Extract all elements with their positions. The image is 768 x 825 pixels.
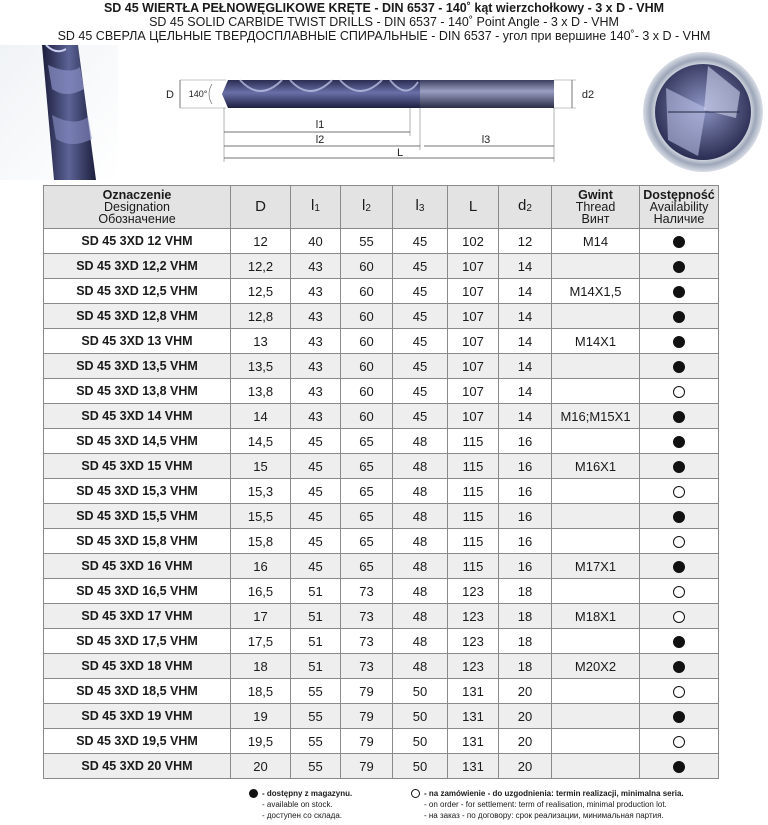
availability-ru: Наличие [653,212,705,226]
cell-l2: 60 [341,304,393,329]
cell-designation: SD 45 3XD 19 VHM [44,704,231,729]
cell-l1: 51 [291,604,341,629]
designation-en: Designation [103,200,170,214]
cell-designation: SD 45 3XD 12,5 VHM [44,279,231,304]
table-row [44,304,719,329]
cell-d: 20 [231,754,291,779]
cell-l1: 43 [291,404,341,429]
cell-L: 107 [448,304,499,329]
cell-l3: 48 [393,654,448,679]
in-stock-dot-icon [673,761,685,773]
cell-l2: 60 [341,354,393,379]
cell-l2: 73 [341,604,393,629]
cell-thread [552,254,640,279]
in-stock-dot-icon [673,411,685,423]
cell-availability [640,354,719,379]
cell-l1: 43 [291,254,341,279]
angle-label: 140° [188,89,208,99]
table-row [44,429,719,454]
designation-ru: Обозначение [98,212,176,226]
cell-availability [640,529,719,554]
cell-availability [640,229,719,254]
order-circle-icon [411,789,420,798]
in-stock-dot-icon [673,286,685,298]
cell-l1: 45 [291,429,341,454]
on-order-circle-icon [673,686,685,698]
on-order-circle-icon [673,611,685,623]
cell-l1: 45 [291,479,341,504]
cell-designation: SD 45 3XD 16,5 VHM [44,579,231,604]
col-d2 [499,186,552,229]
table-row [44,254,719,279]
dim-L-label: L [396,147,404,159]
cell-l2: 73 [341,629,393,654]
cell-l3: 48 [393,429,448,454]
cell-l2: 60 [341,379,393,404]
in-stock-dot-icon [673,436,685,448]
in-stock-dot-icon [673,636,685,648]
cell-L: 115 [448,479,499,504]
cell-thread [552,704,640,729]
legend-order-pl: - na zamówienie - do uzgodnienia: termin realizacji, minimalna seria. [424,789,684,798]
cell-thread: M16X1 [552,454,640,479]
col-d2-letter: d [518,196,527,214]
dim-l2-label: l2 [315,134,325,146]
cell-l3: 48 [393,604,448,629]
cell-availability [640,379,719,404]
cell-l1: 43 [291,329,341,354]
cell-L: 131 [448,679,499,704]
cell-designation: SD 45 3XD 17,5 VHM [44,629,231,654]
cell-L: 107 [448,379,499,404]
cell-thread [552,504,640,529]
in-stock-dot-icon [673,361,685,373]
table-row [44,504,719,529]
on-order-circle-icon [673,586,685,598]
cell-L: 131 [448,729,499,754]
cell-l1: 55 [291,679,341,704]
cell-l3: 45 [393,404,448,429]
cell-l2: 55 [341,229,393,254]
cell-thread: M14 [552,229,640,254]
in-stock-dot-icon [673,711,685,723]
cell-l1: 45 [291,529,341,554]
cell-designation: SD 45 3XD 17 VHM [44,604,231,629]
cell-availability [640,504,719,529]
cell-thread [552,479,640,504]
cell-l3: 48 [393,579,448,604]
drill-side-photo [0,45,118,180]
cell-designation: SD 45 3XD 13,5 VHM [44,354,231,379]
cell-designation: SD 45 3XD 14 VHM [44,404,231,429]
on-order-circle-icon [673,486,685,498]
legend-order-ru: - на заказ - по договору: срок реализации, минимальная партия. [424,811,664,820]
cell-l1: 45 [291,454,341,479]
title-english: SD 45 SOLID CARBIDE TWIST DRILLS - DIN 6537 - 140˚ Point Angle - 3 x D - VHM [149,15,619,29]
table-row [44,754,719,779]
cell-L: 131 [448,704,499,729]
cell-d2: 14 [499,254,552,279]
cell-d: 16,5 [231,579,291,604]
col-L: L [448,186,499,229]
cell-d2: 14 [499,304,552,329]
cell-L: 107 [448,279,499,304]
cell-d2: 12 [499,229,552,254]
col-l3-sub: 3 [418,202,425,214]
cell-l2: 79 [341,704,393,729]
cell-l1: 51 [291,579,341,604]
cell-thread: M20X2 [552,654,640,679]
cell-l1: 55 [291,729,341,754]
cell-availability [640,404,719,429]
on-order-circle-icon [673,536,685,548]
cell-availability [640,579,719,604]
table-row [44,454,719,479]
cell-l3: 48 [393,629,448,654]
in-stock-dot-icon [673,561,685,573]
cell-thread: M14X1,5 [552,279,640,304]
in-stock-dot-icon [673,511,685,523]
cell-availability [640,304,719,329]
thread-en: Thread [575,200,616,214]
cell-d: 17,5 [231,629,291,654]
cell-thread [552,754,640,779]
cell-L: 123 [448,629,499,654]
cell-l1: 45 [291,554,341,579]
cell-l1: 43 [291,279,341,304]
title-polish: SD 45 WIERTŁA PEŁNOWĘGLIKOWE KRĘTE - DIN 6537 - 140˚ kąt wierzchołkowy - 3 x D - VHM [103,1,665,15]
cell-designation: SD 45 3XD 12,8 VHM [44,304,231,329]
cell-availability [640,629,719,654]
cell-l2: 73 [341,654,393,679]
cell-designation: SD 45 3XD 20 VHM [44,754,231,779]
cell-l3: 50 [393,679,448,704]
cell-l3: 48 [393,529,448,554]
cell-thread [552,379,640,404]
cell-availability [640,329,719,354]
cell-l3: 48 [393,454,448,479]
cell-availability [640,554,719,579]
cell-l2: 65 [341,454,393,479]
dim-D-label: D [166,89,174,101]
cell-thread [552,679,640,704]
cell-thread: M14X1 [552,329,640,354]
cell-designation: SD 45 3XD 18,5 VHM [44,679,231,704]
cell-L: 107 [448,329,499,354]
col-l2-sub: 2 [365,202,371,214]
cell-availability [640,604,719,629]
cell-designation: SD 45 3XD 18 VHM [44,654,231,679]
dim-l3-label: l3 [481,134,491,146]
stock-dot-icon [249,789,258,798]
cell-l2: 73 [341,579,393,604]
availability-en: Availability [649,200,709,214]
cell-designation: SD 45 3XD 13 VHM [44,329,231,354]
table-row [44,579,719,604]
cell-d: 16 [231,554,291,579]
cell-availability [640,429,719,454]
cell-l2: 65 [341,429,393,454]
cell-l1: 43 [291,354,341,379]
col-thread [552,186,640,229]
cell-l2: 65 [341,554,393,579]
cell-l3: 50 [393,729,448,754]
cell-d2: 16 [499,554,552,579]
table-row [44,404,719,429]
cell-d2: 18 [499,579,552,604]
cell-d2: 16 [499,479,552,504]
cell-l1: 43 [291,379,341,404]
cell-l2: 79 [341,679,393,704]
cell-l3: 45 [393,304,448,329]
table-row [44,354,719,379]
thread-ru: Винт [581,212,610,226]
cell-d: 15 [231,454,291,479]
cell-d2: 18 [499,629,552,654]
in-stock-dot-icon [673,236,685,248]
cell-designation: SD 45 3XD 19,5 VHM [44,729,231,754]
cell-L: 115 [448,454,499,479]
cell-l2: 65 [341,529,393,554]
table-row [44,704,719,729]
table-row [44,529,719,554]
cell-l3: 45 [393,254,448,279]
cell-availability [640,479,719,504]
legend-stock-pl: - dostępny z magazynu. [262,789,353,798]
cell-d: 12,2 [231,254,291,279]
cell-L: 115 [448,554,499,579]
cell-l1: 40 [291,229,341,254]
cell-d: 15,8 [231,529,291,554]
cell-d2: 20 [499,704,552,729]
table-row [44,654,719,679]
cell-L: 107 [448,354,499,379]
cell-thread: M18X1 [552,604,640,629]
cell-d2: 14 [499,279,552,304]
cell-l2: 79 [341,729,393,754]
col-l2-letter: l [362,196,366,214]
cell-d2: 20 [499,679,552,704]
cell-d2: 14 [499,379,552,404]
cell-designation: SD 45 3XD 15,3 VHM [44,479,231,504]
table-row [44,679,719,704]
legend-order-en: - on order - for settlement: term of realisation, minimal production lot. [424,800,667,809]
cell-availability [640,679,719,704]
cell-d: 14 [231,404,291,429]
cell-d2: 14 [499,354,552,379]
legend-stock [262,788,352,821]
col-l2 [341,186,393,229]
cell-thread [552,579,640,604]
cell-l3: 50 [393,704,448,729]
in-stock-dot-icon [673,311,685,323]
cell-designation: SD 45 3XD 16 VHM [44,554,231,579]
in-stock-dot-icon [673,261,685,273]
cell-d: 12,8 [231,304,291,329]
cell-d: 12 [231,229,291,254]
col-l1-sub: 1 [314,202,320,214]
cell-l2: 79 [341,754,393,779]
cell-d2: 20 [499,754,552,779]
cell-availability [640,729,719,754]
cell-d2: 16 [499,504,552,529]
cell-availability [640,654,719,679]
cell-L: 107 [448,254,499,279]
cell-thread: M16;M15X1 [552,404,640,429]
cell-l3: 45 [393,354,448,379]
cell-availability [640,254,719,279]
cell-l3: 45 [393,279,448,304]
cell-l2: 60 [341,254,393,279]
cell-L: 123 [448,579,499,604]
table-row [44,329,719,354]
cell-l3: 50 [393,754,448,779]
cell-l2: 65 [341,479,393,504]
cell-d2: 14 [499,404,552,429]
cell-designation: SD 45 3XD 15,5 VHM [44,504,231,529]
table-row [44,554,719,579]
cell-d2: 20 [499,729,552,754]
cell-availability [640,454,719,479]
cell-d: 18,5 [231,679,291,704]
in-stock-dot-icon [673,661,685,673]
cell-d: 17 [231,604,291,629]
cell-thread [552,529,640,554]
cell-L: 115 [448,529,499,554]
cell-L: 115 [448,429,499,454]
cell-availability [640,704,719,729]
cell-thread [552,729,640,754]
cell-d: 19,5 [231,729,291,754]
cell-d2: 14 [499,329,552,354]
cell-l3: 48 [393,504,448,529]
cell-thread [552,304,640,329]
cell-d: 13,8 [231,379,291,404]
cell-d: 13,5 [231,354,291,379]
cell-l3: 45 [393,379,448,404]
cell-l1: 51 [291,629,341,654]
legend-stock-en: - available on stock. [262,800,333,809]
cell-d: 12,5 [231,279,291,304]
cell-d: 19 [231,704,291,729]
drill-tip-photo [638,48,768,178]
cell-d2: 18 [499,654,552,679]
cell-d2: 16 [499,529,552,554]
col-l3-letter: l [415,196,419,214]
cell-l1: 55 [291,754,341,779]
table-row [44,604,719,629]
in-stock-dot-icon [673,461,685,473]
cell-l2: 60 [341,279,393,304]
cell-thread [552,429,640,454]
cell-L: 115 [448,504,499,529]
legend-stock-ru: - доступен со склада. [262,811,342,820]
drill-spec-table [43,185,719,779]
col-designation [44,186,231,229]
table-row [44,379,719,404]
table-row [44,479,719,504]
title-russian: SD 45 СВЕРЛА ЦЕЛЬНЫЕ ТВЕРДОСПЛАВНЫЕ СПИРАЛЬНЫЕ - DIN 6537 - угол при вершине 140˚- 3 x D - VHM [57,29,711,43]
cell-l1: 43 [291,304,341,329]
col-d: D [231,186,291,229]
drill-dimension-drawing [160,62,610,182]
cell-l2: 60 [341,404,393,429]
availability-pl: Dostępność [643,188,715,202]
cell-thread [552,354,640,379]
cell-d: 15,5 [231,504,291,529]
cell-availability [640,279,719,304]
cell-l1: 45 [291,504,341,529]
cell-l2: 65 [341,504,393,529]
cell-d2: 18 [499,604,552,629]
col-availability [640,186,719,229]
cell-thread: M17X1 [552,554,640,579]
cell-d: 15,3 [231,479,291,504]
cell-thread [552,629,640,654]
cell-l3: 45 [393,229,448,254]
on-order-circle-icon [673,736,685,748]
table-header-row [44,186,719,229]
cell-designation: SD 45 3XD 14,5 VHM [44,429,231,454]
cell-d2: 16 [499,429,552,454]
cell-designation: SD 45 3XD 15,8 VHM [44,529,231,554]
cell-availability [640,754,719,779]
table-row [44,629,719,654]
thread-pl: Gwint [578,188,613,202]
on-order-circle-icon [673,386,685,398]
cell-L: 123 [448,654,499,679]
cell-designation: SD 45 3XD 13,8 VHM [44,379,231,404]
cell-designation: SD 45 3XD 15 VHM [44,454,231,479]
cell-L: 102 [448,229,499,254]
col-l1-letter: l [311,196,315,214]
cell-l1: 55 [291,704,341,729]
designation-pl: Oznaczenie [102,188,172,202]
cell-L: 131 [448,754,499,779]
cell-designation: SD 45 3XD 12 VHM [44,229,231,254]
in-stock-dot-icon [673,336,685,348]
cell-d: 18 [231,654,291,679]
cell-l2: 60 [341,329,393,354]
col-l3 [393,186,448,229]
col-d2-sub: 2 [526,202,532,214]
col-l1 [291,186,341,229]
cell-d2: 16 [499,454,552,479]
cell-l3: 48 [393,554,448,579]
table-row [44,279,719,304]
cell-designation: SD 45 3XD 12,2 VHM [44,254,231,279]
dim-d2-label: d2 [581,89,595,101]
cell-l3: 45 [393,329,448,354]
legend-order [424,788,684,821]
table-row [44,229,719,254]
table-row [44,729,719,754]
cell-L: 123 [448,604,499,629]
cell-L: 107 [448,404,499,429]
cell-d: 14,5 [231,429,291,454]
dim-l1-label: l1 [315,119,325,131]
cell-l3: 48 [393,479,448,504]
cell-d: 13 [231,329,291,354]
cell-l1: 51 [291,654,341,679]
